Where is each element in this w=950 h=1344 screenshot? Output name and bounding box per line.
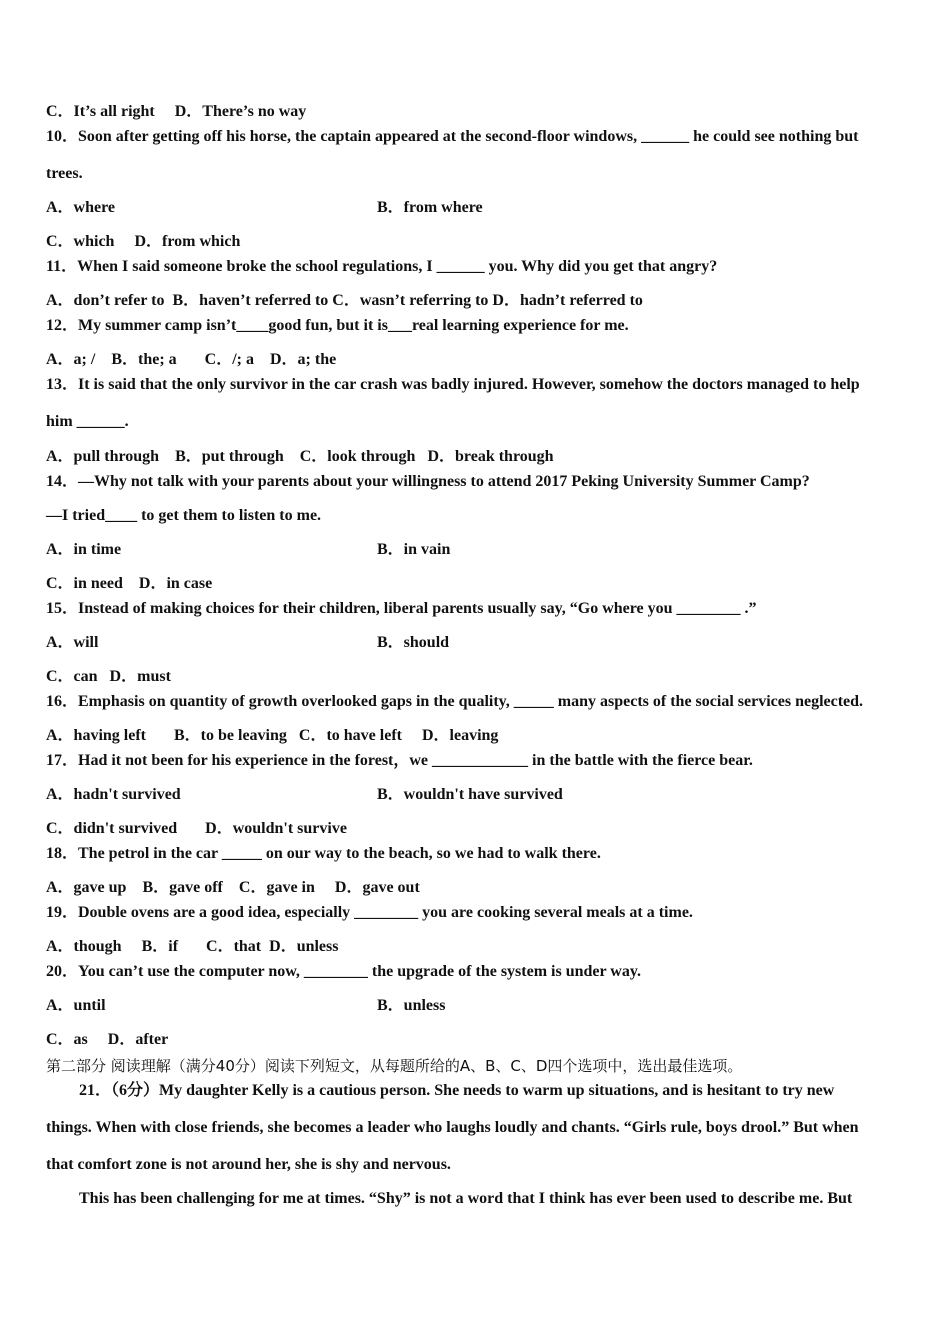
q18-stem: 18．The petrol in the car _____ on our way to the beach, so we had to walk there. xyxy=(46,845,601,862)
q17-option-a: A．hadn't survived xyxy=(46,786,181,803)
section-heading: 第二部分 阅读理解（满分40分）阅读下列短文，从每题所给的A、B、C、D四个选项中，选出最佳选项。 xyxy=(46,1057,743,1075)
q16-options: A．having left B．to be leaving C．to have left D．leaving xyxy=(46,727,499,744)
q12-options: A．a; / B．the; a C．/; a D．a; the xyxy=(46,351,337,368)
q18-options: A．gave up B．gave off C．gave in D．gave out xyxy=(46,879,420,896)
q15-option-b: B．should xyxy=(377,634,450,651)
q13-stem-continued: him ______. xyxy=(46,413,129,430)
q15-option-a: A．will xyxy=(46,634,99,651)
q13-options: A．pull through B．put through C．look through D．break through xyxy=(46,448,554,465)
passage-line-1: 21．（6分）My daughter Kelly is a cautious person. She needs to warm up situations, and is hesitant to try new xyxy=(79,1082,835,1099)
q13-stem: 13．It is said that the only survivor in the car crash was badly injured. However, somehow the doctors managed to help xyxy=(46,376,860,393)
q10-options-cd: C．which D．from which xyxy=(46,233,241,250)
q16-stem: 16．Emphasis on quantity of growth overlooked gaps in the quality, _____ many aspects of the social services neglected. xyxy=(46,693,864,710)
q20-options-cd: C．as D．after xyxy=(46,1031,169,1048)
q10-option-b: B．from where xyxy=(377,199,483,216)
q14-option-a: A．in time xyxy=(46,541,122,558)
q10-option-a: A．where xyxy=(46,199,116,216)
q17-stem: 17．Had it not been for his experience in the forest，we ____________ in the battle with the fierce bear. xyxy=(46,752,753,769)
q14-stem-reply: —I tried____ to get them to listen to me. xyxy=(46,507,322,524)
q14-options-cd: C．in need D．in case xyxy=(46,575,213,592)
q17-option-b: B．wouldn't have survived xyxy=(377,786,563,803)
q19-options: A．though B．if C．that D．unless xyxy=(46,938,339,955)
passage-line-2: things. When with close friends, she becomes a leader who laughs loudly and chants. “Girls rule, boys drool.” But when xyxy=(46,1119,859,1136)
q9-options-cd: C．It’s all right D．There’s no way xyxy=(46,103,307,120)
q15-stem: 15．Instead of making choices for their children, liberal parents usually say, “Go where you ________ .” xyxy=(46,600,757,617)
q10-stem-continued: trees. xyxy=(46,165,83,182)
q11-stem: 11．When I said someone broke the school regulations, I ______ you. Why did you get that angry? xyxy=(46,258,718,275)
q20-stem: 20．You can’t use the computer now, ________ the upgrade of the system is under way. xyxy=(46,963,641,980)
q14-option-b: B．in vain xyxy=(377,541,451,558)
q19-stem: 19．Double ovens are a good idea, especially ________ you are cooking several meals at a time. xyxy=(46,904,693,921)
q20-option-b: B．unless xyxy=(377,997,446,1014)
q17-options-cd: C．didn't survived D．wouldn't survive xyxy=(46,820,347,837)
passage-line-4: This has been challenging for me at times. “Shy” is not a word that I think has ever been used to describe me. But xyxy=(79,1190,853,1207)
q12-stem: 12．My summer camp isn’t____good fun, but it is___real learning experience for me. xyxy=(46,317,629,334)
q14-stem: 14．—Why not talk with your parents about your willingness to attend 2017 Peking University Summer Camp? xyxy=(46,473,810,490)
q10-stem: 10．Soon after getting off his horse, the captain appeared at the second-floor windows, ______ he could see nothing but xyxy=(46,128,859,145)
q11-options: A．don’t refer to B．haven’t referred to C．wasn’t referring to D．hadn’t referred to xyxy=(46,292,643,309)
q15-options-cd: C．can D．must xyxy=(46,668,171,685)
q20-option-a: A．until xyxy=(46,997,106,1014)
passage-line-3: that comfort zone is not around her, she is shy and nervous. xyxy=(46,1156,451,1173)
